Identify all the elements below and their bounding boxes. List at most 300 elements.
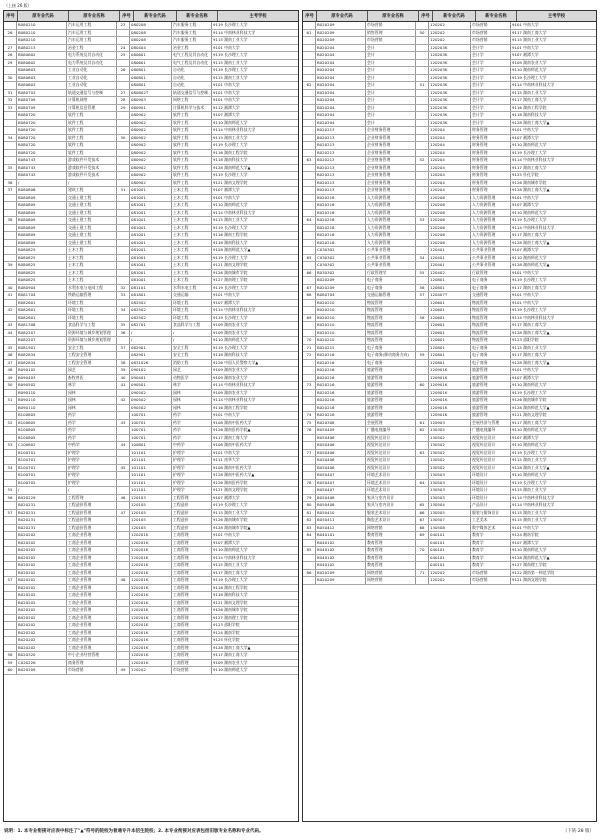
table-row bbox=[303, 457, 596, 465]
table-row bbox=[4, 667, 298, 675]
seq-cell bbox=[4, 600, 17, 607]
school-cell: 9101 中南大学 bbox=[512, 269, 539, 275]
school-cell: 9114 中南林业科技大学 bbox=[512, 494, 555, 500]
seq-cell: 41 bbox=[4, 292, 17, 299]
old-code-cell: B020218 bbox=[316, 217, 366, 224]
new-code-cell: 120203K bbox=[429, 90, 471, 97]
school-cell: 9115 湖南工业大学 bbox=[512, 344, 547, 350]
new-code-cell: 120204 bbox=[429, 150, 471, 157]
seq-cell: 74 bbox=[303, 412, 316, 419]
seq2-cell: 59 bbox=[416, 352, 429, 359]
new-name-cell: 电气工程及其自动化 bbox=[172, 52, 212, 59]
old-code-cell: B080720 bbox=[17, 112, 67, 119]
old-code-cell: B081308 bbox=[17, 322, 67, 329]
new-name-cell: 物流管理 bbox=[471, 330, 511, 337]
table-row bbox=[303, 165, 596, 173]
seq2-cell bbox=[117, 75, 130, 82]
old-name-cell: 销售管理 bbox=[366, 30, 416, 37]
seq2-cell bbox=[117, 232, 130, 239]
school-cell: 9115 湖南工业大学 bbox=[213, 37, 248, 42]
new-name-cell: 工商管理 bbox=[172, 607, 212, 614]
new-name-cell: 中药学 bbox=[172, 442, 212, 449]
old-name-cell: 工商企业管理 bbox=[67, 600, 117, 607]
seq2-cell bbox=[117, 120, 130, 127]
new-name-cell: 工商管理 bbox=[172, 660, 212, 667]
table-row bbox=[4, 277, 298, 285]
seq2-cell: 51 bbox=[416, 82, 429, 89]
new-name-cell: 旅游管理 bbox=[471, 405, 511, 412]
old-code-cell: B050407 bbox=[316, 480, 366, 487]
new-name-cell: 工商管理 bbox=[172, 652, 212, 659]
new-name-cell: 教育学 bbox=[471, 562, 511, 569]
table-row bbox=[4, 345, 298, 353]
table-row bbox=[303, 277, 596, 285]
table-row bbox=[303, 390, 596, 398]
seq2-cell bbox=[117, 517, 130, 524]
seq-cell bbox=[4, 480, 17, 487]
new-code-cell: 040101 bbox=[429, 540, 471, 547]
table-row bbox=[4, 547, 298, 555]
new-name-cell: 软件工程 bbox=[172, 150, 212, 157]
new-name-cell: 工商管理 bbox=[172, 600, 212, 607]
old-code-cell: B020231 bbox=[17, 502, 67, 509]
seq2-cell bbox=[416, 45, 429, 52]
seq-cell bbox=[4, 450, 17, 457]
new-name-cell: 视觉传达设计 bbox=[471, 457, 511, 464]
old-name-cell: 会计 bbox=[366, 90, 416, 97]
school-cell: 9119 长沙理工大学 bbox=[213, 314, 248, 320]
new-name-cell: 护理学 bbox=[172, 487, 212, 494]
table-row bbox=[303, 255, 596, 263]
old-code-cell: B082834 bbox=[17, 360, 67, 367]
seq2-cell bbox=[416, 457, 429, 464]
new-name-cell: 教育学 bbox=[471, 547, 511, 554]
new-name-cell: 会计学 bbox=[471, 97, 511, 104]
new-name-cell: 公共事业管理 bbox=[471, 262, 511, 269]
seq2-cell bbox=[416, 97, 429, 104]
school-cell: 9114 中南林业科技大学 bbox=[512, 314, 555, 320]
table-row bbox=[4, 135, 298, 143]
new-code-cell: 120202 bbox=[429, 570, 471, 577]
school-cell: 9118 湖南科技大学 bbox=[213, 157, 248, 162]
old-name-cell: 公共事业管理 bbox=[366, 262, 416, 269]
seq2-cell: 37 bbox=[117, 345, 130, 352]
school-cell: 9116 湖南工程学院 bbox=[512, 104, 547, 110]
new-name-cell: 会计学 bbox=[471, 67, 511, 74]
new-code-cell: 090401 bbox=[130, 375, 172, 382]
old-name-cell: 电子商务 bbox=[366, 285, 416, 292]
new-name-cell: 物流管理 bbox=[471, 337, 511, 344]
old-code-cell: B020216 bbox=[316, 375, 366, 382]
new-name-cell: 软件工程 bbox=[172, 165, 212, 172]
old-name-cell: 工商企业管理 bbox=[67, 637, 117, 644]
new-name-cell: 市场营销 bbox=[471, 37, 511, 44]
old-code-cell: B020202 bbox=[17, 547, 67, 554]
seq-cell: 42 bbox=[4, 307, 17, 314]
table-row bbox=[4, 172, 298, 180]
old-code-cell: C020226 bbox=[17, 660, 67, 667]
old-name-cell: 工商企业管理 bbox=[67, 540, 117, 547]
seq-cell: 43 bbox=[4, 322, 17, 329]
old-name-cell: 人力资源管理 bbox=[366, 195, 416, 202]
old-name-cell: 物流管理 bbox=[366, 330, 416, 337]
old-name-cell: 广播电视编导 bbox=[366, 427, 416, 434]
old-code-cell: B100701 bbox=[17, 457, 67, 464]
seq-cell bbox=[4, 547, 17, 554]
seq2-cell bbox=[416, 135, 429, 142]
new-name-cell: 安全工程 bbox=[172, 345, 212, 352]
school-cell: 9128 湖南师范大学▲ bbox=[213, 164, 251, 170]
table-row bbox=[4, 352, 298, 360]
school-cell: 9114 中南林业科技大学 bbox=[512, 157, 555, 162]
school-cell: 9121 湖南文理学院 bbox=[512, 412, 547, 417]
old-code-cell: C030302 bbox=[316, 247, 366, 254]
new-name-cell: 轨道交通信号与控制 bbox=[172, 90, 212, 97]
new-code-cell: 130503 bbox=[429, 487, 471, 494]
old-code-cell: B080809 bbox=[17, 202, 67, 209]
seq2-cell bbox=[117, 585, 130, 592]
old-name-cell: 汽车运用工程 bbox=[67, 37, 117, 44]
new-code-cell: 120407T bbox=[429, 292, 471, 299]
old-code-cell: B080720 bbox=[17, 150, 67, 157]
school-cell: 9125 怀化学院 bbox=[213, 637, 240, 642]
new-name-cell: 市场营销 bbox=[172, 667, 212, 674]
school-cell: 9128 湖南师范大学▲ bbox=[512, 262, 550, 267]
new-code-cell: 130502 bbox=[429, 465, 471, 472]
table-row bbox=[4, 480, 298, 488]
seq2-cell: 52 bbox=[416, 157, 429, 164]
new-code-cell: 130502 bbox=[429, 435, 471, 442]
table-row bbox=[4, 142, 298, 150]
school-cell: 9128 湖南工商大学▲ bbox=[512, 329, 550, 335]
table-row bbox=[4, 120, 298, 128]
old-code-cell: B080809 bbox=[17, 195, 67, 202]
new-name-cell: 财务管理 bbox=[471, 142, 511, 149]
seq2-cell bbox=[117, 502, 130, 509]
new-code-cell: 130505 bbox=[429, 510, 471, 517]
old-code-cell: B020213 bbox=[316, 172, 366, 179]
right-table bbox=[302, 10, 597, 822]
new-code-cell: 120201K bbox=[130, 637, 172, 644]
old-code-cell: B020202 bbox=[17, 637, 67, 644]
school-cell: 9110 湖南师范大学 bbox=[512, 427, 547, 432]
old-code-cell: B020210 bbox=[316, 307, 366, 314]
old-name-cell: 交通运输管理 bbox=[366, 292, 416, 299]
old-code-cell: B050409 bbox=[316, 427, 366, 434]
seq-cell: 36 bbox=[4, 180, 17, 187]
new-name-cell: 药学 bbox=[172, 427, 212, 434]
old-name-cell: 工商企业管理 bbox=[67, 592, 117, 599]
school-cell: 9107 湘潭大学 bbox=[213, 112, 240, 117]
table-row bbox=[303, 285, 596, 293]
old-name-cell: 会计 bbox=[366, 97, 416, 104]
old-code-cell: B020215 bbox=[316, 345, 366, 352]
seq2-cell bbox=[117, 112, 130, 119]
new-code-cell: 082502 bbox=[130, 315, 172, 322]
table-row bbox=[4, 465, 298, 473]
seq-cell: 30 bbox=[4, 75, 17, 82]
school-cell: 9117 湖南工商大学 bbox=[213, 434, 248, 440]
school-cell: 9119 长沙理工大学 bbox=[213, 502, 248, 507]
old-code-cell: B082207 bbox=[17, 330, 67, 337]
school-cell: 9123 邵阳学院 bbox=[512, 337, 539, 342]
old-name-cell: 电子商务(移动商务方向) bbox=[366, 352, 416, 359]
seq2-cell bbox=[117, 172, 130, 179]
header-new-code: 新专业代码 bbox=[134, 11, 177, 21]
new-name-cell: 土木工程 bbox=[172, 255, 212, 262]
table-row bbox=[4, 247, 298, 255]
table-row bbox=[303, 67, 596, 75]
new-code-cell: 120204 bbox=[429, 127, 471, 134]
old-name-cell: 软件工程 bbox=[67, 142, 117, 149]
seq2-cell bbox=[117, 300, 130, 307]
seq2-cell bbox=[117, 390, 130, 397]
seq2-cell bbox=[117, 60, 130, 67]
seq2-cell bbox=[117, 37, 130, 44]
seq2-cell: 32 bbox=[117, 285, 130, 292]
seq2-cell bbox=[416, 187, 429, 194]
new-name-cell: 护理学 bbox=[172, 472, 212, 479]
old-name-cell: 工商企业管理 bbox=[67, 630, 117, 637]
table-row bbox=[4, 367, 298, 375]
seq-cell bbox=[303, 562, 316, 569]
school-cell: 9115 湖南工业大学 bbox=[213, 217, 248, 222]
school-cell: 9116 湖南工程学院 bbox=[213, 584, 248, 590]
new-code-cell: / bbox=[130, 330, 172, 337]
table-row bbox=[303, 420, 596, 428]
seq2-cell: 24 bbox=[117, 45, 130, 52]
table-row bbox=[4, 90, 298, 98]
old-code-cell: B090110 bbox=[17, 405, 67, 412]
old-name-cell: 旅游管理 bbox=[366, 375, 416, 382]
new-code-cell: 120201K bbox=[130, 540, 172, 547]
table-row bbox=[4, 270, 298, 278]
new-code-cell: 120801 bbox=[429, 360, 471, 367]
seq2-cell bbox=[117, 652, 130, 659]
table-row bbox=[4, 150, 298, 158]
new-code-cell: 120105 bbox=[130, 510, 172, 517]
old-code-cell: B100805 bbox=[17, 435, 67, 442]
seq2-cell bbox=[117, 180, 130, 187]
seq-cell: 44 bbox=[4, 330, 17, 337]
school-cell: 9101 中南大学 bbox=[512, 367, 539, 372]
old-code-cell: B020204 bbox=[316, 45, 366, 52]
seq-cell: 71 bbox=[303, 345, 316, 352]
old-code-cell: B020204 bbox=[316, 97, 366, 104]
table-row bbox=[4, 105, 298, 113]
new-name-cell: 工程造价 bbox=[172, 525, 212, 532]
old-code-cell: B081704 bbox=[17, 292, 67, 299]
new-name-cell: 工商管理 bbox=[172, 562, 212, 569]
old-name-cell: 药学 bbox=[67, 412, 117, 419]
new-code-cell: 120601 bbox=[429, 330, 471, 337]
seq2-cell: 69 bbox=[416, 532, 429, 539]
new-name-cell: 广播电视编导 bbox=[471, 427, 511, 434]
table-row bbox=[303, 502, 596, 510]
seq-cell bbox=[4, 150, 17, 157]
seq-cell: 86 bbox=[303, 570, 316, 577]
table-row bbox=[4, 562, 298, 570]
old-name-cell: 园艺 bbox=[67, 367, 117, 374]
table-row bbox=[303, 120, 596, 128]
old-code-cell: B020202 bbox=[17, 622, 67, 629]
old-name-cell: 工业自动化 bbox=[67, 82, 117, 89]
table-row bbox=[4, 330, 298, 338]
old-name-cell: 公共事业管理 bbox=[366, 247, 416, 254]
table-row bbox=[4, 37, 298, 45]
old-name-cell: 教育管理 bbox=[366, 562, 416, 569]
new-name-cell: 环境工程 bbox=[172, 307, 212, 314]
new-code-cell: 100701 bbox=[130, 435, 172, 442]
continued-to-label: （下转 28 版） bbox=[562, 829, 594, 834]
seq2-cell bbox=[117, 600, 130, 607]
school-cell: 9128 湖南师范大学▲ bbox=[512, 554, 550, 560]
school-cell: 9115 湖南工业大学 bbox=[213, 59, 248, 65]
old-name-cell: 教育管理 bbox=[366, 555, 416, 562]
school-cell: 9107 湘潭大学 bbox=[213, 539, 240, 545]
seq2-cell bbox=[117, 210, 130, 217]
school-cell: 9128 湖南师范大学▲ bbox=[512, 404, 550, 410]
old-code-cell: B020218 bbox=[316, 195, 366, 202]
old-code-cell: B020202 bbox=[17, 630, 67, 637]
old-code-cell: B020202 bbox=[17, 592, 67, 599]
new-name-cell: 人力资源管理 bbox=[471, 195, 511, 202]
seq2-cell bbox=[117, 480, 130, 487]
seq2-cell bbox=[416, 375, 429, 382]
new-code-cell: 120801 bbox=[429, 285, 471, 292]
seq2-cell bbox=[416, 240, 429, 247]
table-row bbox=[4, 525, 298, 533]
old-code-cell: B020210 bbox=[316, 300, 366, 307]
seq2-cell bbox=[117, 630, 130, 637]
old-name-cell: 电子商务 bbox=[366, 360, 416, 367]
old-code-cell: B020210 bbox=[316, 322, 366, 329]
table-row bbox=[303, 60, 596, 68]
school-cell: 9117 湖南工商大学 bbox=[512, 164, 547, 170]
seq-cell bbox=[303, 90, 316, 97]
old-name-cell: 药学 bbox=[67, 427, 117, 434]
old-name-cell: 视觉传达设计 bbox=[366, 450, 416, 457]
old-name-cell: 护理学 bbox=[67, 480, 117, 487]
school-cell: 9119 长沙理工大学 bbox=[213, 142, 248, 147]
school-cell: 9110 湖南师范大学 bbox=[512, 382, 547, 387]
new-code-cell: 080902 bbox=[130, 135, 172, 142]
seq-cell: 54 bbox=[4, 465, 17, 472]
new-code-cell: 081001 bbox=[130, 195, 172, 202]
seq2-cell bbox=[117, 270, 130, 277]
old-code-cell: B080720 bbox=[17, 142, 67, 149]
old-name-cell: 建筑工程 bbox=[67, 187, 117, 194]
seq2-cell: 61 bbox=[416, 420, 429, 427]
new-name-cell: 电子商务 bbox=[471, 345, 511, 352]
table-row bbox=[4, 540, 298, 548]
old-code-cell: B020204 bbox=[316, 52, 366, 59]
old-code-cell: B020204 bbox=[316, 67, 366, 74]
old-code-cell: B020210 bbox=[316, 330, 366, 337]
old-code-cell: B020213 bbox=[316, 150, 366, 157]
old-code-cell: B020308 bbox=[316, 420, 366, 427]
new-name-cell: 会计学 bbox=[471, 52, 511, 59]
new-code-cell: 120203K bbox=[429, 82, 471, 89]
seq2-cell bbox=[117, 150, 130, 157]
school-cell: 9126 湖南城市学院 bbox=[512, 179, 547, 185]
seq2-cell: 70 bbox=[416, 547, 429, 554]
new-code-cell: 120201K bbox=[130, 600, 172, 607]
new-code-cell: 130503 bbox=[429, 472, 471, 479]
seq2-cell bbox=[117, 472, 130, 479]
new-code-cell: 080902 bbox=[130, 172, 172, 179]
seq-cell bbox=[4, 172, 17, 179]
table-row bbox=[4, 180, 298, 188]
new-code-cell: 130504 bbox=[429, 502, 471, 509]
old-name-cell: 软件工程 bbox=[67, 127, 117, 134]
table-row bbox=[4, 382, 298, 390]
seq2-cell bbox=[117, 240, 130, 247]
new-code-cell: 120601 bbox=[429, 307, 471, 314]
new-name-cell: 软件工程 bbox=[172, 180, 212, 187]
new-code-cell: 101101 bbox=[130, 487, 172, 494]
school-cell: 9110 湖南师范大学 bbox=[512, 67, 547, 72]
seq-cell bbox=[4, 622, 17, 629]
old-code-cell: B020204 bbox=[316, 75, 366, 82]
old-name-cell: 工商企业管理 bbox=[67, 577, 117, 584]
school-cell: 9111 南华大学 bbox=[213, 457, 240, 462]
old-code-cell: B100805 bbox=[17, 412, 67, 419]
old-code-cell: B080809 bbox=[17, 217, 67, 224]
new-code-cell: 082901 bbox=[130, 352, 172, 359]
table-row bbox=[303, 435, 596, 443]
school-cell: 9119 长沙理工大学 bbox=[512, 307, 547, 312]
seq-cell bbox=[4, 427, 17, 434]
old-code-cell: B080709 bbox=[17, 105, 67, 112]
table-row bbox=[303, 555, 596, 563]
seq-cell bbox=[4, 555, 17, 562]
old-name-cell: 工程安全管理 bbox=[67, 360, 117, 367]
new-code-cell: 120201K bbox=[130, 615, 172, 622]
school-cell: 9101 中南大学 bbox=[512, 44, 539, 50]
seq2-cell bbox=[416, 540, 429, 547]
old-name-cell: 园林 bbox=[67, 405, 117, 412]
new-name-cell: 环境设计 bbox=[471, 480, 511, 487]
school-cell: 9128 湖南工商大学▲ bbox=[512, 359, 550, 365]
seq2-cell bbox=[416, 390, 429, 397]
seq-cell: 83 bbox=[303, 525, 316, 532]
school-cell: 9128 湖南工商大学▲ bbox=[512, 187, 550, 192]
table-row bbox=[303, 525, 596, 533]
school-cell: 9118 湖南科技大学 bbox=[213, 352, 248, 357]
new-code-cell: 120204 bbox=[429, 165, 471, 172]
old-name-cell: 旅游管理 bbox=[366, 390, 416, 397]
old-code-cell: B020216 bbox=[316, 352, 366, 359]
old-name-cell: 会计 bbox=[366, 82, 416, 89]
new-name-cell: 工商管理 bbox=[172, 615, 212, 622]
table-row bbox=[303, 352, 596, 360]
seq2-cell bbox=[117, 660, 130, 667]
school-cell: 9119 长沙理工大学 bbox=[213, 284, 248, 290]
seq-cell bbox=[4, 225, 17, 232]
table-row bbox=[303, 532, 596, 540]
old-code-cell: B090102 bbox=[17, 367, 67, 374]
school-cell: 9101 中南大学 bbox=[213, 412, 240, 417]
seq-cell bbox=[303, 75, 316, 82]
seq-cell: 45 bbox=[4, 345, 17, 352]
school-cell: 9101 中南大学 bbox=[512, 524, 539, 530]
school-cell: 9101 中南大学 bbox=[213, 82, 240, 87]
new-name-cell: 食品科学与工程 bbox=[172, 322, 212, 329]
old-code-cell: B080709 bbox=[17, 97, 67, 104]
seq-cell bbox=[303, 37, 316, 44]
old-name-cell: 企业财务管理 bbox=[366, 172, 416, 179]
